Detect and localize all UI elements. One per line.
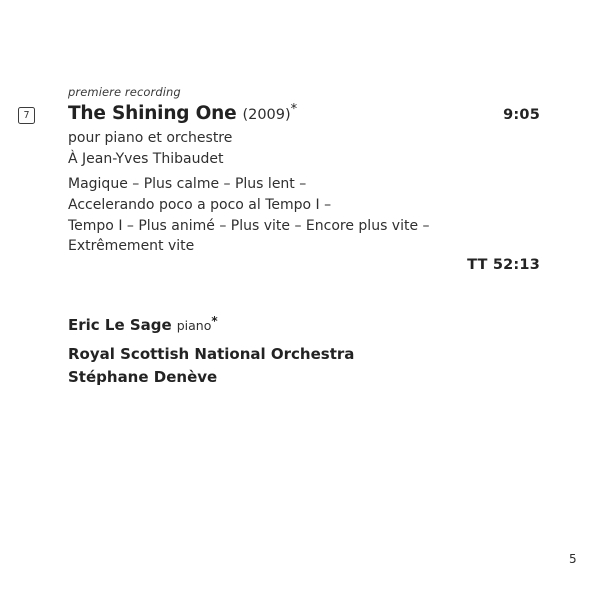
performers-block bbox=[68, 316, 354, 389]
orchestra-name: Royal Scottish National Orchestra bbox=[68, 345, 355, 363]
track-number: 7 bbox=[23, 110, 30, 121]
page-number: 5 bbox=[569, 552, 577, 566]
movement-line: Accelerando poco a poco al Tempo I – bbox=[68, 196, 332, 213]
soloist-name: Eric Le Sage bbox=[68, 316, 172, 334]
premiere-asterisk: * bbox=[290, 102, 298, 117]
movement-line: Tempo I – Plus animé – Plus vite – Encore plus vite – bbox=[68, 217, 430, 234]
track-year: (2009) bbox=[242, 107, 291, 123]
soloist-line bbox=[68, 316, 354, 334]
track-subtitle: pour piano et orchestre bbox=[68, 130, 233, 146]
track-title-row bbox=[68, 103, 540, 124]
track-number-badge bbox=[18, 107, 35, 124]
conductor-name: Stéphane Denève bbox=[68, 368, 218, 386]
premiere-recording-note: premiere recording bbox=[68, 85, 181, 99]
track-title: The Shining One bbox=[68, 103, 237, 124]
movement-line: Extrêmement vite bbox=[68, 238, 195, 255]
track-duration: 9:05 bbox=[503, 107, 540, 123]
total-time: TT 52:13 bbox=[467, 257, 540, 273]
track-title-group bbox=[68, 103, 297, 124]
movement-list bbox=[68, 174, 430, 257]
soloist-asterisk: * bbox=[211, 314, 218, 328]
movement-line: Magique – Plus calme – Plus lent – bbox=[68, 176, 307, 192]
track-dedication: À Jean-Yves Thibaudet bbox=[68, 151, 224, 167]
soloist-instrument: piano bbox=[176, 318, 212, 333]
